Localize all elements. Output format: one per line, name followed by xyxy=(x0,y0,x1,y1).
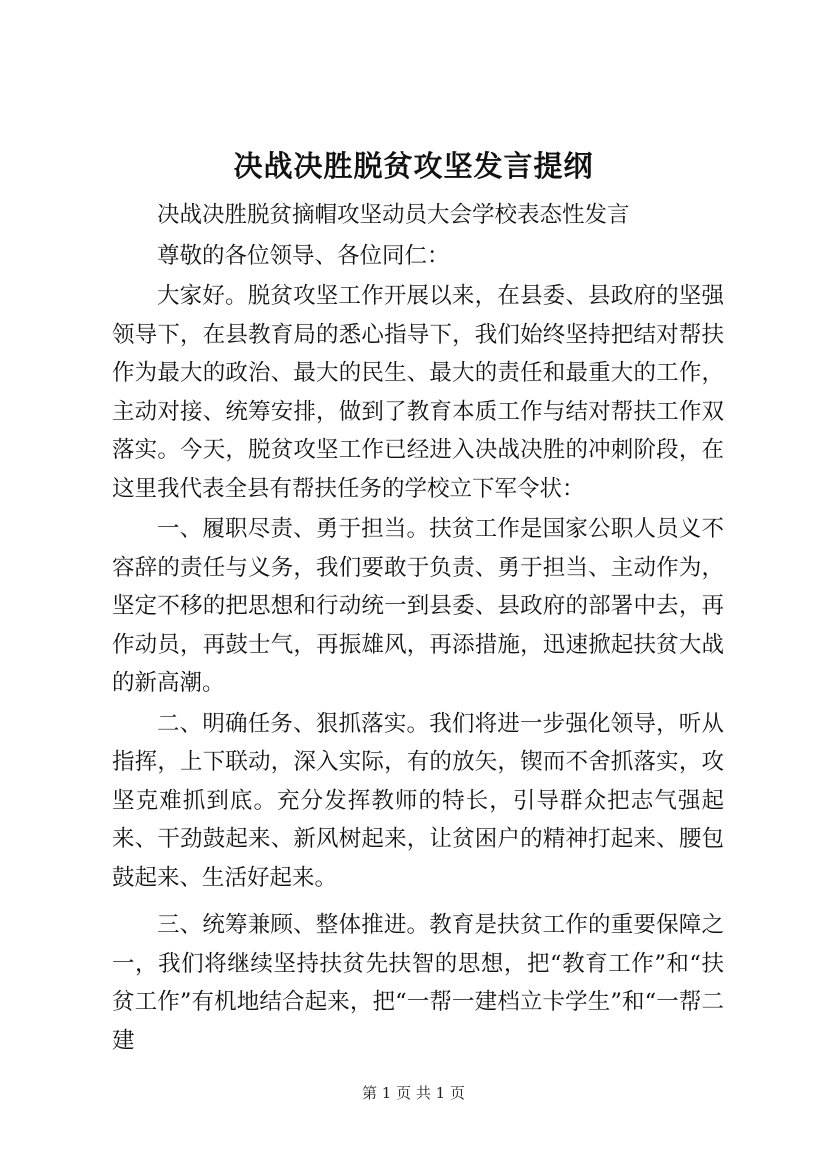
document-body xyxy=(112,196,724,1060)
point-three-paragraph: 三、统筹兼顾、整体推进。教育是扶贫工作的重要保障之一，我们将继续坚持扶贫先扶智的思想，把“教育工作”和“扶贫工作”有机地结合起来，把“一帮一建档立卡学生”和“一帮二建 xyxy=(112,912,724,1054)
document-title: 决战决胜脱贫攻坚发言提纲 xyxy=(233,149,594,183)
opening-paragraph: 大家好。脱贫攻坚工作开展以来，在县委、县政府的坚强领导下，在县教育局的悉心指导下，我们始终坚持把结对帮扶作为最大的政治、最大的民生、最大的责任和最重大的工作，主动对接、统筹安排，做到了教育本质工作与结对帮扶工作双落实。今天，脱贫攻坚工作已经进入决战决胜的冲刺阶段，在这里我代表全县有帮扶任务的学校立下军令状： xyxy=(112,283,724,502)
point-one-paragraph: 一、履职尽责、勇于担当。扶贫工作是国家公职人员义不容辞的责任与义务，我们要敢于负责、勇于担当、主动作为，坚定不移的把思想和行动统一到县委、县政府的部署中去，再作动员，再鼓士气，再振雄风，再添措施，迅速掀起扶贫大战的新高潮。 xyxy=(112,516,724,696)
point-two-paragraph: 二、明确任务、狠抓落实。我们将进一步强化领导，听从指挥，上下联动，深入实际，有的放矢，锲而不舍抓落实，攻坚克难抓到底。充分发挥教师的特长，引导群众把志气强起来、干劲鼓起来、新风树起来，让贫困户的精神打起来、腰包鼓起来、生活好起来。 xyxy=(112,710,724,891)
page-number-footer: 第 1 页 共 1 页 xyxy=(362,1084,465,1102)
subtitle-paragraph: 决战决胜脱贫摘帽攻坚动员大会学校表态性发言 xyxy=(157,202,630,228)
salutation-paragraph: 尊敬的各位领导、各位同仁： xyxy=(157,242,450,269)
